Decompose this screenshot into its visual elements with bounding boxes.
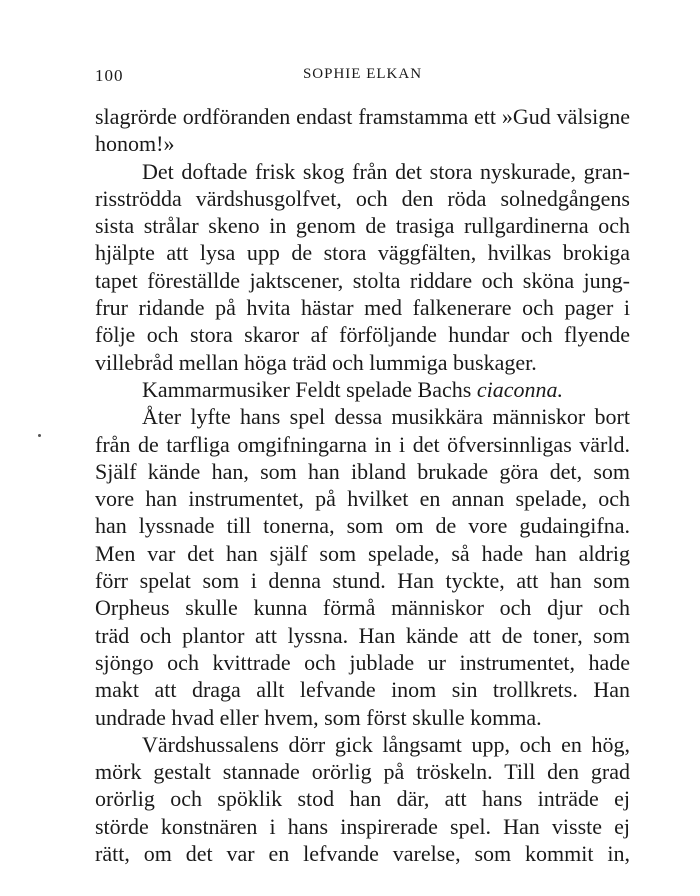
text-segment: Kammarmusiker Feldt spelade Bachs [142,376,472,402]
text-line: frur ridande på hvita hästar med falkenerare och pager i [95,295,630,321]
text-line: Själf kände han, som han ibland brukade göra det, som [95,458,630,484]
text-line: slagrörde ordföranden endast framstamma ett »Gud välsigne [95,104,630,129]
running-head: SOPHIE ELKAN [302,66,423,82]
paragraph-start-line: Värdshussalens dörr gick långsamt upp, och en hög, [142,731,630,757]
text-line: undrade hvad eller hvem, som först skulle komma. [95,704,542,730]
text-line: Orpheus skulle kunna förmå människor och djur och [95,595,630,621]
paragraph-start-line: Det doftade frisk skog från det stora nyskurade, gran- [142,158,630,184]
text-line: Men var det han själf som spelade, så hade han aldrig [95,540,630,566]
text-line: honom!» [95,131,175,157]
text-line: risströdda värdshusgolfvet, och den röda solnedgångens [95,185,630,211]
text-line: träd och plantor att lyssna. Han kände att de toner, som [95,622,630,648]
text-line: makt att draga allt lefvande inom sin trollkrets. Han [95,677,630,703]
page-header [95,66,630,90]
paragraph-start-line [95,376,630,403]
text-line: tapet föreställde jaktscener, stolta riddare och sköna jung- [95,267,630,293]
page-number: 100 [95,66,124,85]
text-line: orörlig och spöklik stod han där, att hans inträde ej [95,786,630,812]
text-line: störde konstnären i hans inspirerade spel. Han visste ej [95,813,630,839]
text-line: från de tarfliga omgifningarna in i det öfversinnligas värld. [95,431,630,457]
text-line: sjöngo och kvittrade och jublade ur instrumentet, hade [95,649,630,675]
body-text [95,103,630,867]
text-line: följe och stora skaror af förföljande hundar och flyende [95,322,630,348]
text-line: han lyssnade till tonerna, som om de vore gudaingifna. [95,513,630,539]
text-line: hjälpte att lysa upp de stora väggfälten, hvilkas brokiga [95,240,630,266]
italic-title: ciaconna. [476,376,563,402]
text-line: vore han instrumentet, på hvilket en annan spelade, och [95,486,630,512]
text-line: sista strålar skeno in genom de trasiga rullgardinerna och [95,213,630,239]
text-line: mörk gestalt stannade orörlig på tröskeln. Till den grad [95,759,630,785]
text-line: förr spelat som i denna stund. Han tyckte, att han som [95,568,630,594]
paragraph-start-line: Åter lyfte hans spel dessa musikkära människor bort [142,404,630,430]
text-line: villebråd mellan höga träd och lummiga buskager. [95,349,537,375]
paper-speck [38,434,41,437]
text-line: rätt, om det var en lefvande varelse, som kommit in, [95,841,630,867]
